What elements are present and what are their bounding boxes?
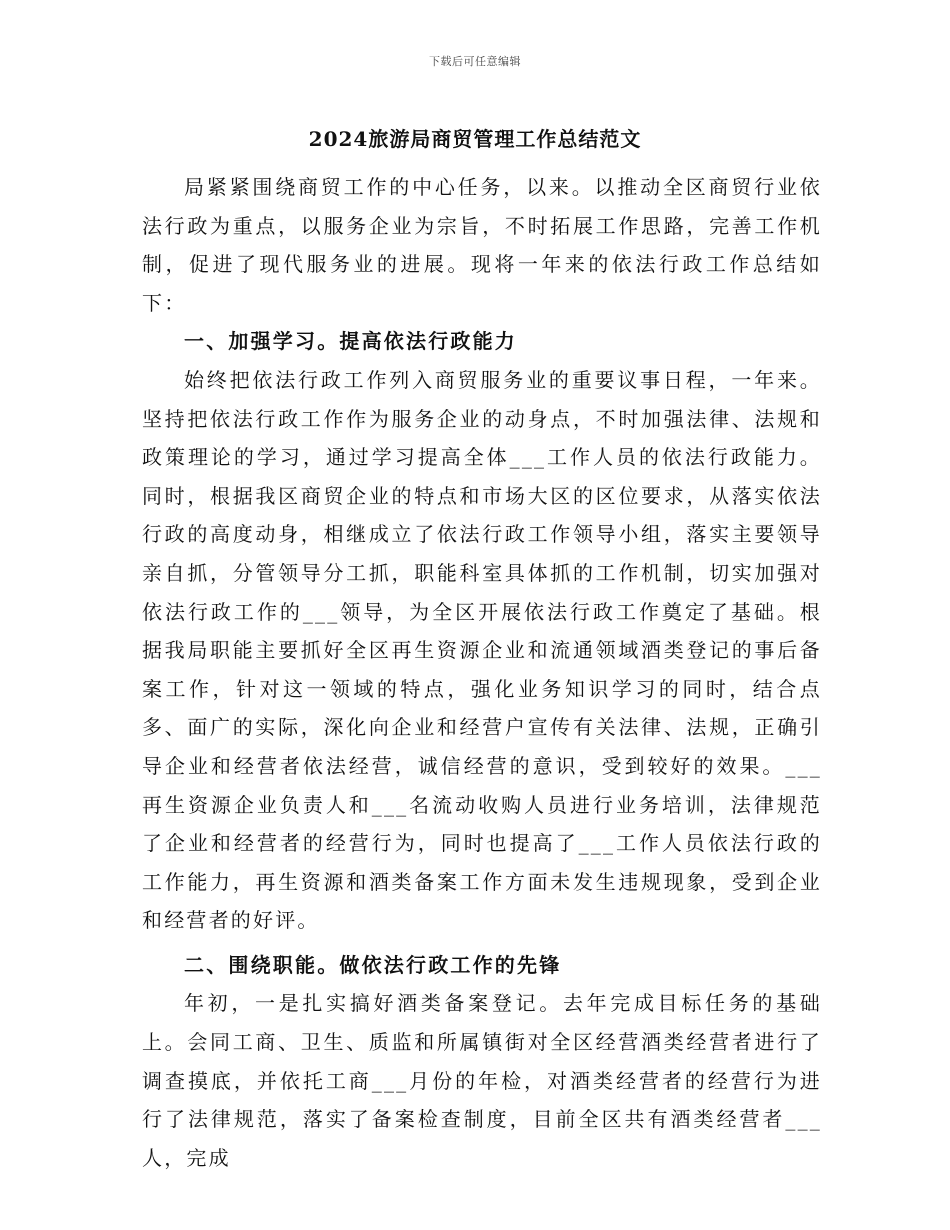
section-heading-1: 一、加强学习。提高依法行政能力 [184,329,517,354]
intro-paragraph: 局紧紧围绕商贸工作的中心任务，以来。以推动全区商贸行业依法行政为重点，以服务企业为宗旨，不时拓展工作思路，完善工作机制，促进了现代服务业的进展。现将一年来的依法行政工作总结如下： [142,175,822,315]
section-1-paragraph: 始终把依法行政工作列入商贸服务业的重要议事日程，一年来。坚持把依法行政工作作为服务企业的动身点，不时加强法律、法规和政策理论的学习，通过学习提高全体___工作人员的依法行政能力。同时，根据我区商贸企业的特点和市场大区的区位要求，从落实依法行政的高度动身，相继成立了依法行政工作领导小组，落实主要领导亲自抓，分管领导分工抓，职能科室具体抓的工作机制，切实加强对依法行政工作的___领导，为全区开展依法行政工作奠定了基础。根据我局职能主要抓好全区再生资源企业和流通领域酒类登记的事后备案工作，针对这一领域的特点，强化业务知识学习的同时，结合点多、面广的实际，深化向企业和经营户宣传有关法律、法规，正确引导企业和经营者依法经营，诚信经营的意识，受到较好的效果。___再生资源企业负责人和___名流动收购人员进行业务培训，法律规范了企业和经营者的经营行为，同时也提高了___工作人员依法行政的工作能力，再生资源和酒类备案工作方面未发生违规现象，受到企业和经营者的好评。 [142,367,822,933]
section-heading-2: 二、围绕职能。做依法行政工作的先锋 [184,952,562,977]
section-2-paragraph: 年初，一是扎实搞好酒类备案登记。去年完成目标任务的基础上。会同工商、卫生、质监和所属镇街对全区经营酒类经营者进行了调查摸底，并依托工商___月份的年检，对酒类经营者的经营行为进行了法律规范，落实了备案检查制度，目前全区共有酒类经营者___人，完成 [142,991,822,1170]
document-title: 2024旅游局商贸管理工作总结范文 [308,127,642,151]
header-note: 下载后可任意编辑 [429,55,521,68]
document-body [142,168,822,1177]
